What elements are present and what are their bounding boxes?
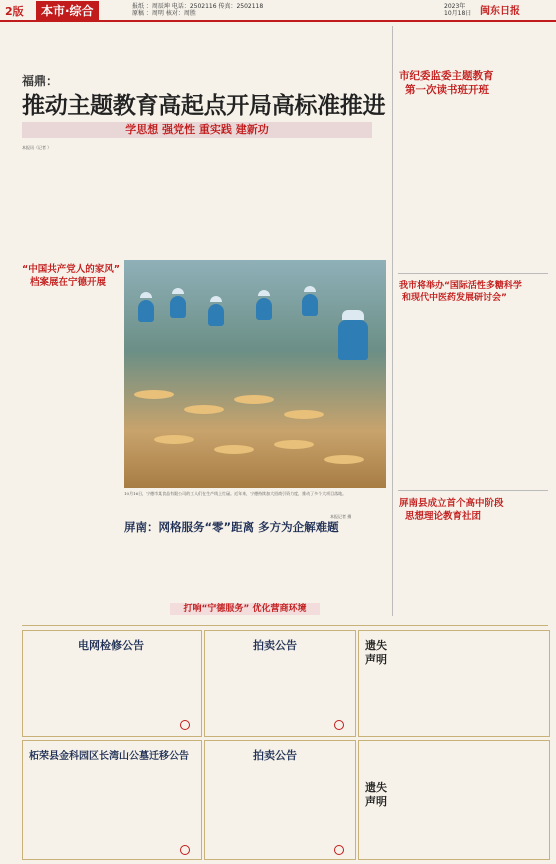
lead-text-col2: [124, 145, 220, 255]
center-sub-banner: 打响“宁德服务” 优化营商环境: [170, 603, 320, 615]
header-date: 2023年 10月18日: [444, 3, 472, 17]
seal-stamp: [334, 720, 344, 730]
auction-1-text: [211, 655, 349, 731]
auction-2-text: [211, 765, 349, 855]
lost-notice-1: [358, 630, 550, 737]
column-divider: [392, 26, 393, 616]
net-notice-title: 电网检修公告: [78, 639, 144, 652]
relocate-notice: [22, 740, 202, 860]
net-notice-text: [29, 655, 195, 731]
photo-hat: [304, 286, 316, 292]
header-info: 报纸 ：周辰坤 电话：2502116 传真：2502118 原稿 ：周明 核对：周胜: [132, 3, 264, 17]
lead-text-col1: 本报讯（记者 ）: [22, 145, 52, 150]
left-article-subhead: 档案展在宁德开展: [30, 277, 107, 288]
lost-2-title: 遗失声明: [365, 781, 387, 808]
paper-logo: 闽东日报: [480, 6, 520, 17]
page-header: [0, 0, 556, 20]
seal-stamp: [180, 845, 190, 855]
lead-headline: 推动主题教育高起点开局高标准推进: [22, 93, 386, 119]
right-title-2: 第一次读书班开班: [405, 84, 489, 96]
right-title-6: 思想理论教育社团: [405, 511, 482, 522]
left-lower-text: [22, 520, 118, 620]
right-divider: [398, 490, 548, 491]
photo-fish: [274, 440, 314, 449]
right-title-1: 市纪委监委主题教育: [399, 70, 494, 82]
lead-kicker: 福鼎：: [22, 74, 59, 88]
right-title-4: 和现代中医药发展研讨会”: [402, 293, 507, 303]
photo-fish: [214, 445, 254, 454]
photo-fish: [324, 455, 364, 464]
photo-fish: [184, 405, 224, 414]
photo-worker: [338, 320, 368, 360]
header-rule: [0, 20, 556, 22]
section-label: 本市·综合: [36, 1, 99, 20]
lost-notice-2: [358, 740, 550, 860]
right-article-3-text: [399, 524, 545, 616]
photo-credit: 本报记者 摄: [330, 514, 352, 519]
notices-divider: [22, 625, 548, 626]
auction-notice-2: [204, 740, 356, 860]
relocate-text: [29, 763, 195, 855]
photo-worker: [170, 296, 186, 318]
lead-text-col4: [326, 145, 386, 255]
center-text-col1: [124, 536, 210, 600]
photo-worker: [256, 298, 272, 320]
photo-fish: [134, 390, 174, 399]
photo-hat: [172, 288, 184, 294]
seal-stamp: [334, 845, 344, 855]
net-notice: [22, 630, 202, 737]
auction-1-title: 拍卖公告: [253, 639, 297, 652]
page-number: 2版: [5, 5, 24, 18]
lead-photo: [124, 260, 386, 488]
auction-notice-1: [204, 630, 356, 737]
auction-2-title: 拍卖公告: [253, 749, 297, 762]
photo-worker: [208, 304, 224, 326]
right-divider: [398, 273, 548, 274]
center-article-headline: 屏南：网格服务“零”距离 多方为企解难题: [124, 520, 339, 534]
left-article-headline: “中国共产党人的家风”: [22, 264, 120, 275]
photo-hat: [342, 310, 364, 320]
lead-text-col3: [226, 145, 322, 255]
photo-fish: [234, 395, 274, 404]
photo-hat: [140, 292, 152, 298]
lost-2-text: [399, 747, 545, 855]
center-text-col2: [214, 536, 300, 600]
lost-1-text: [399, 637, 545, 731]
photo-fish: [154, 435, 194, 444]
lost-1-title: 遗失声明: [365, 639, 387, 666]
seal-stamp: [180, 720, 190, 730]
right-article-2-text: [399, 304, 545, 486]
right-title-5: 屏南县成立首个高中阶段: [399, 498, 504, 509]
right-title-3: 我市将举办“国际活性多糖科学: [399, 281, 522, 291]
photo-hat: [210, 296, 222, 302]
photo-hat: [258, 290, 270, 296]
lead-banner: 学思想 强党性 重实践 建新功: [22, 122, 372, 138]
right-article-1-text: [399, 98, 545, 270]
photo-worker: [138, 300, 154, 322]
photo-caption: 10月16日，宁德市某食品有限公司的工人们在生产线上忙碌。近年来，宁德持续加大招商引资力度，推动了多个大项目落地。: [124, 491, 347, 496]
photo-fish: [284, 410, 324, 419]
photo-worker: [302, 294, 318, 316]
center-text-col3: [304, 536, 390, 600]
relocate-title: 柘荣县金科园区长湾山公墓迁移公告: [29, 751, 189, 762]
